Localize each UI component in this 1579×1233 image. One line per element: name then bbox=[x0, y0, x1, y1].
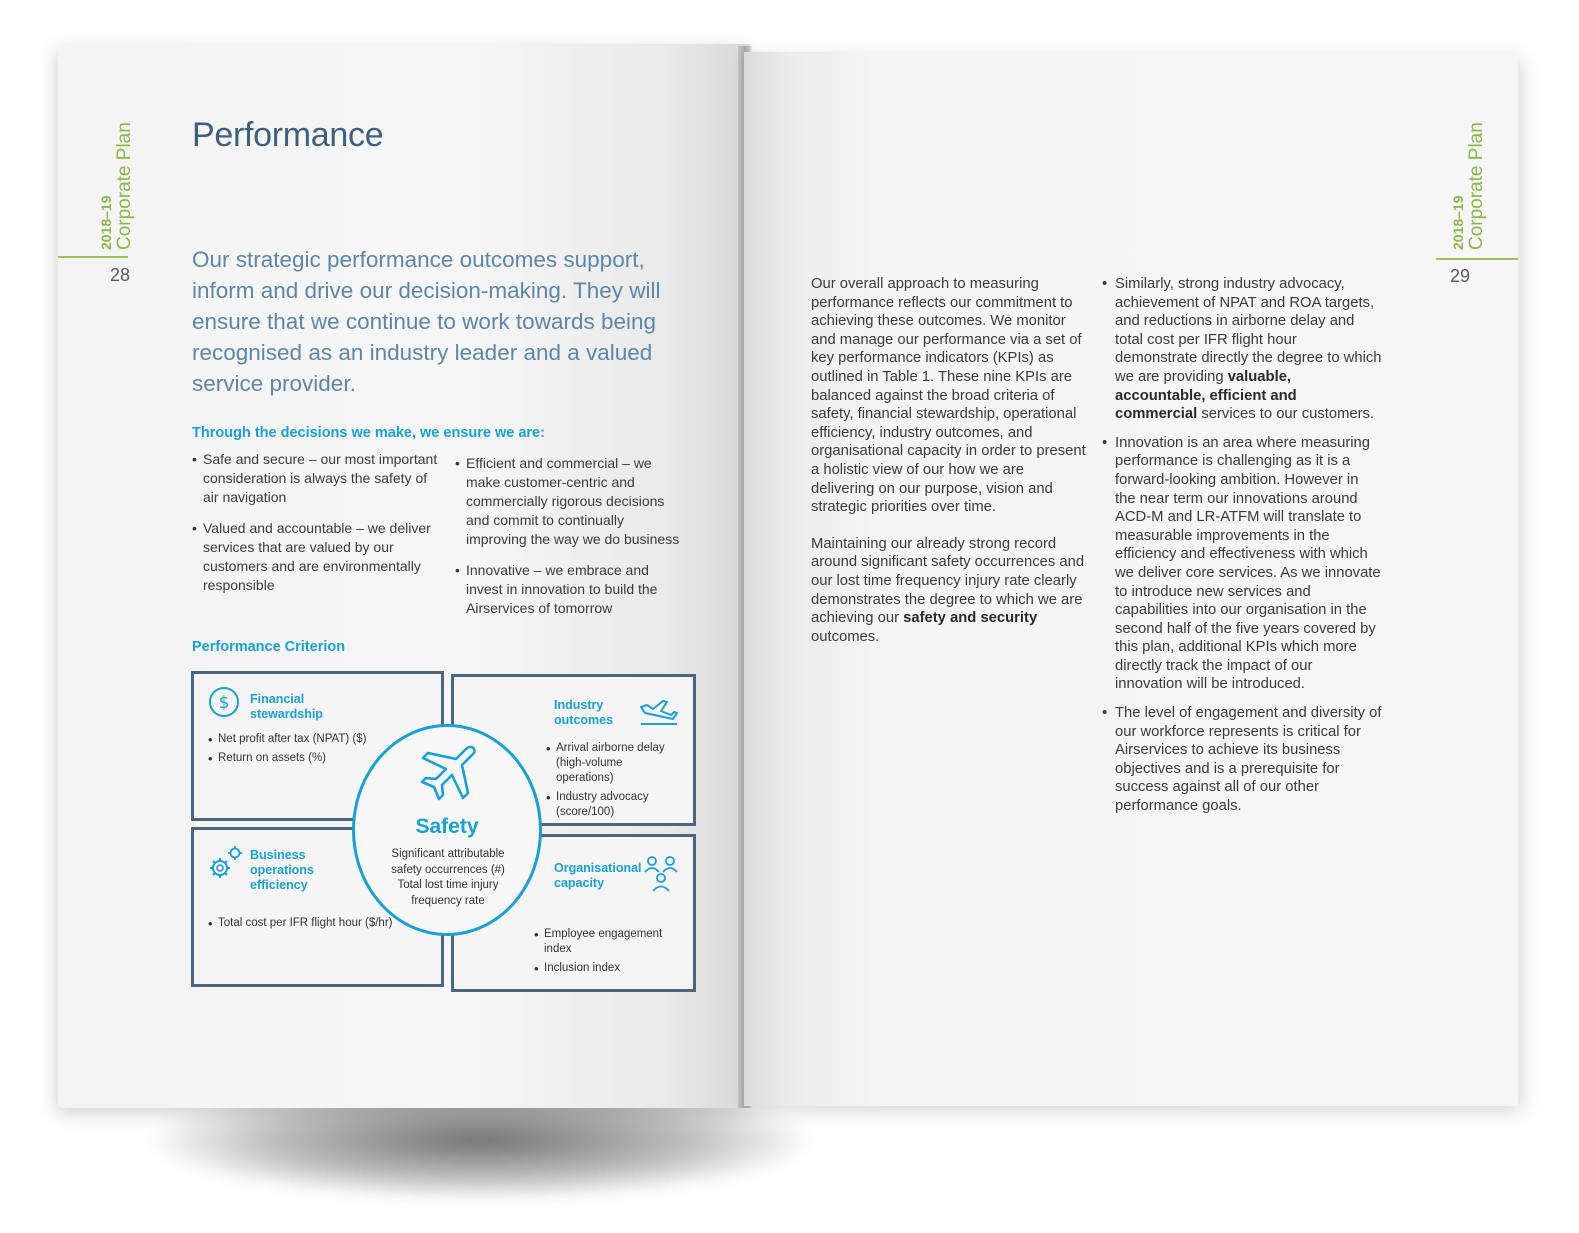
right-page bbox=[744, 52, 1518, 1106]
list-item: • Innovation is an area where measuring performance is challenging as it is a forward-looking ambition. However in the near term our innovations around ACD-M and LR-ATFM will translate to measurable improvements in the efficiency and effectiveness with which we deliver core services. As we innovate to introduce new services and capabilities into our organisation in the second half of the five years covered by this plan, additional KPIs which more directly track the impact of our innovation will be introduced. bbox=[1102, 434, 1382, 694]
kpi-item: • Return on assets (%) bbox=[208, 751, 383, 766]
financial-title-line: Financial bbox=[250, 692, 305, 706]
running-head-left bbox=[98, 122, 136, 250]
organisational-title bbox=[554, 861, 642, 891]
kpi-item: • Employee engagement index bbox=[534, 927, 664, 957]
running-head-title: Corporate Plan bbox=[114, 122, 135, 250]
lead-paragraph: Our strategic performance outcomes support, inform and drive our decision-making. They will ensure that we continue to work towards being recognised as an industry leader and a valued service provider. bbox=[192, 247, 661, 396]
organisational-title-line: Organisational bbox=[554, 861, 642, 875]
running-head-year: 2018–19 bbox=[1450, 195, 1466, 250]
criterion-heading: Performance Criterion bbox=[192, 639, 346, 655]
list-item: • Valued and accountable – we deliver services that are valued by our customers and are environmentally responsible bbox=[192, 519, 442, 595]
page-number-right: 29 bbox=[1450, 266, 1471, 286]
running-head-title: Corporate Plan bbox=[1466, 122, 1487, 250]
kpi-item: • Net profit after tax (NPAT) ($) bbox=[208, 732, 383, 747]
list-item: • Efficient and commercial – we make customer-centric and commercially rigorous decisions and commit to continually improving the way we do business bbox=[455, 454, 683, 549]
page-title: Performance bbox=[192, 116, 384, 154]
business-title bbox=[250, 848, 314, 893]
svg-text:$: $ bbox=[218, 693, 230, 713]
body-paragraph: Our overall approach to measuring performance reflects our commitment to achieving these outcomes. We monitor and manage our performance via a set of key performance indicators (KPIs) as outlined in Table 1. These nine KPIs are balanced against the broad criteria of safety, financial stewardship, operational efficiency, industry outcomes, and organisational capacity in order to present a holistic view of our how we are delivering on our purpose, vision and strategic priorities over time. bbox=[811, 276, 1086, 516]
financial-kpi-list bbox=[208, 732, 383, 770]
kpi-item: • Arrival airborne delay (high-volume operations) bbox=[546, 741, 671, 786]
outcomes-list-col2 bbox=[455, 454, 683, 630]
organisational-title-line: capacity bbox=[554, 876, 605, 890]
body-paragraph bbox=[811, 535, 1086, 647]
decisions-heading: Through the decisions we make, we ensure we are: bbox=[192, 425, 545, 441]
airplane-icon bbox=[416, 741, 480, 805]
plane-landing-icon bbox=[637, 695, 681, 727]
list-item: • Safe and secure – our most important consideration is always the safety of air navigation bbox=[192, 450, 442, 507]
kpi-item: • Inclusion index bbox=[534, 961, 664, 976]
list-item bbox=[1102, 275, 1382, 424]
emphasis-text: safety and security bbox=[903, 610, 1038, 627]
safety-circle bbox=[352, 724, 542, 936]
list-item: • The level of engagement and diversity of our workforce represents is critical for Airservices to achieve its business objectives and is a prerequisite for success against all of our other performance goals. bbox=[1102, 704, 1382, 816]
kpi-item: • Industry advocacy (score/100) bbox=[546, 790, 671, 820]
people-icon bbox=[644, 855, 678, 893]
gears-icon bbox=[206, 844, 244, 882]
right-column-1 bbox=[811, 275, 1086, 664]
dollar-icon bbox=[208, 686, 240, 718]
safety-kpis: Significant attributable safety occurrences (#) Total lost time injury frequency rate bbox=[391, 848, 505, 907]
emphasis-text: valuable, accountable, efficient and commercial bbox=[1115, 368, 1297, 423]
business-title-line: operations bbox=[250, 863, 314, 877]
paragraph-text: services to our customers. bbox=[1201, 406, 1375, 423]
safety-title: Safety bbox=[415, 815, 479, 838]
financial-title bbox=[250, 692, 323, 722]
industry-title bbox=[554, 698, 613, 728]
list-item: • Innovative – we embrace and invest in innovation to build the Airservices of tomorrow bbox=[455, 561, 683, 618]
outcomes-list-col1 bbox=[192, 450, 442, 607]
page-number-left: 28 bbox=[110, 265, 131, 285]
industry-kpi-list bbox=[546, 741, 671, 824]
paragraph-text: Maintaining our already strong record around significant safety occurrences and our lost time frequency injury rate clearly demonstrates the degree to which we are achieving our bbox=[811, 535, 1085, 627]
business-kpi-list bbox=[208, 916, 403, 935]
financial-title-line: stewardship bbox=[250, 707, 323, 721]
left-page bbox=[58, 44, 750, 1108]
paragraph-text: Similarly, strong industry advocacy, achievement of NPAT and ROA targets, and reductions in airborne delay and total cost per IFR flight hour demonstrate directly the degree to which we are providing bbox=[1115, 276, 1382, 385]
industry-title-line: outcomes bbox=[554, 713, 614, 727]
paragraph-text: outcomes. bbox=[811, 628, 880, 645]
organisational-kpi-list bbox=[534, 927, 664, 980]
industry-title-line: Industry bbox=[554, 698, 604, 712]
running-head-right bbox=[1450, 122, 1488, 250]
green-rule-left bbox=[58, 256, 128, 258]
business-title-line: Business bbox=[250, 848, 306, 862]
right-column-2 bbox=[1102, 275, 1382, 826]
green-rule-right bbox=[1436, 258, 1518, 260]
running-head-year: 2018–19 bbox=[98, 195, 114, 250]
business-title-line: efficiency bbox=[250, 878, 308, 892]
kpi-item: • Total cost per IFR flight hour ($/hr) bbox=[208, 916, 403, 931]
